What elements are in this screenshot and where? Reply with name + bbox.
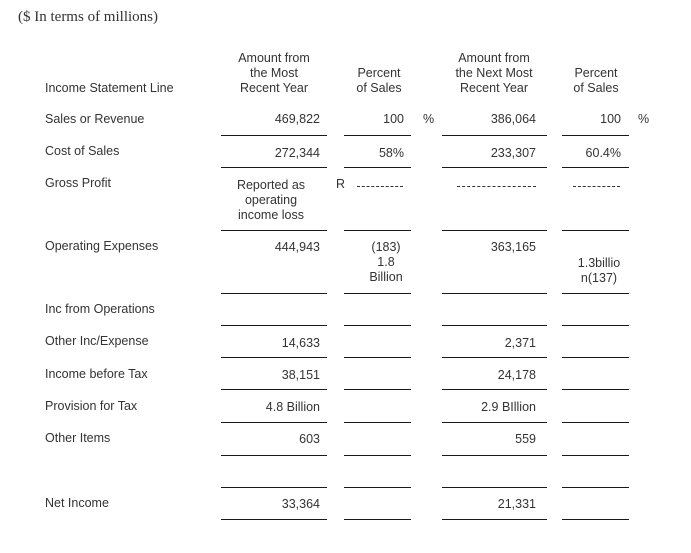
underline	[221, 230, 327, 231]
items-next-amount: 559	[515, 432, 536, 446]
opex-recent-percent	[355, 240, 417, 285]
row-label-cost: Cost of Sales	[45, 144, 120, 158]
underline	[221, 389, 327, 390]
underline	[344, 357, 411, 358]
underline	[221, 519, 327, 520]
net-recent-amount: 33,364	[281, 497, 320, 511]
cost-recent-percent: 58%	[378, 146, 404, 160]
gross-marker: R	[336, 177, 346, 191]
table-caption: ($ In terms of millions)	[18, 9, 158, 25]
opex-next-percent	[569, 256, 629, 286]
header-percent-recent-line-1: Percent	[357, 66, 401, 80]
header-income-statement-line: Income Statement Line	[45, 81, 174, 95]
row-label-items: Other Items	[45, 431, 111, 445]
header-recent-line-1: Amount from	[238, 51, 310, 65]
opex-recent-amount: 444,943	[274, 240, 320, 254]
underline	[221, 135, 327, 136]
row-label-ops: Inc from Operations	[45, 302, 155, 316]
underline	[562, 230, 629, 231]
underline	[344, 230, 411, 231]
sales-next-percent: 100	[600, 112, 621, 126]
underline	[442, 325, 547, 326]
underline	[344, 422, 411, 423]
underline	[562, 422, 629, 423]
underline	[562, 135, 629, 136]
underline	[562, 487, 629, 488]
underline	[344, 519, 411, 520]
header-percent-next-line-2: of Sales	[573, 81, 619, 95]
row-label-net: Net Income	[45, 496, 109, 510]
underline	[344, 389, 411, 390]
underline	[221, 293, 327, 294]
cost-next-percent: 60.4%	[585, 146, 621, 160]
header-percent-recent-line-2: of Sales	[356, 81, 402, 95]
net-next-amount: 21,331	[497, 497, 536, 511]
underline	[442, 230, 547, 231]
header-next-line-2: the Next Most	[455, 66, 533, 80]
cost-next-amount: 233,307	[490, 146, 536, 160]
header-percent-recent	[344, 66, 414, 96]
gross-recent-note	[222, 178, 320, 223]
underline	[344, 293, 411, 294]
sales-next-amount: 386,064	[490, 112, 536, 126]
underline	[442, 135, 547, 136]
underline	[562, 389, 629, 390]
underline	[221, 422, 327, 423]
underline	[442, 422, 547, 423]
underline	[442, 455, 547, 456]
underline	[562, 519, 629, 520]
gross-next-amount-dash	[457, 186, 536, 187]
items-recent-amount: 603	[299, 432, 320, 446]
sales-recent-percent-sign: %	[423, 112, 435, 126]
underline	[442, 487, 547, 488]
row-label-gross: Gross Profit	[45, 176, 111, 190]
underline	[442, 389, 547, 390]
tax-next-amount: 2.9 BIllion	[481, 400, 536, 414]
underline	[344, 167, 411, 168]
underline	[562, 325, 629, 326]
row-label-opex: Operating Expenses	[45, 239, 159, 253]
sales-next-percent-sign: %	[638, 112, 650, 126]
opex-percent-line-3: Billion	[369, 270, 403, 284]
underline	[221, 487, 327, 488]
header-percent-next	[562, 66, 630, 96]
underline	[221, 357, 327, 358]
pretax-recent-amount: 38,151	[281, 368, 320, 382]
header-percent-next-line-1: Percent	[574, 66, 618, 80]
tax-recent-amount: 4.8 Billion	[265, 400, 320, 414]
header-next-line-1: Amount from	[458, 51, 530, 65]
underline	[344, 325, 411, 326]
gross-note-line-3: income loss	[238, 208, 304, 222]
underline	[344, 135, 411, 136]
sales-recent-percent: 100	[383, 112, 404, 126]
underline	[562, 167, 629, 168]
header-recent-line-3: Recent Year	[239, 81, 309, 95]
opex-next-percent-line-1: 1.3billio	[577, 256, 621, 270]
underline	[344, 487, 411, 488]
underline	[442, 357, 547, 358]
underline	[344, 455, 411, 456]
row-label-sales: Sales or Revenue	[45, 112, 145, 126]
row-label-tax: Provision for Tax	[45, 399, 138, 413]
header-next-line-3: Recent Year	[459, 81, 529, 95]
underline	[562, 357, 629, 358]
underline	[562, 293, 629, 294]
row-label-pretax: Income before Tax	[45, 367, 148, 381]
underline	[221, 325, 327, 326]
underline	[221, 455, 327, 456]
sales-recent-amount: 469,822	[274, 112, 320, 126]
underline	[221, 167, 327, 168]
header-recent-line-2: the Most	[250, 66, 298, 80]
gross-next-percent-dash	[573, 186, 620, 187]
other-next-amount: 2,371	[504, 336, 536, 350]
header-next-year	[442, 51, 546, 96]
opex-percent-line-2: 1.8	[377, 255, 395, 269]
pretax-next-amount: 24,178	[497, 368, 536, 382]
opex-next-amount: 363,165	[490, 240, 536, 254]
gross-recent-percent-dash	[357, 186, 403, 187]
opex-percent-line-1: (183)	[371, 240, 401, 254]
header-recent-year	[222, 51, 326, 96]
underline	[442, 293, 547, 294]
underline	[562, 455, 629, 456]
opex-next-percent-line-2: n(137)	[580, 271, 618, 285]
gross-note-line-2: operating	[244, 193, 298, 207]
gross-note-line-1: Reported as	[236, 178, 306, 192]
underline	[442, 519, 547, 520]
cost-recent-amount: 272,344	[274, 146, 320, 160]
other-recent-amount: 14,633	[281, 336, 320, 350]
row-label-other: Other Inc/Expense	[45, 334, 149, 348]
underline	[442, 167, 547, 168]
